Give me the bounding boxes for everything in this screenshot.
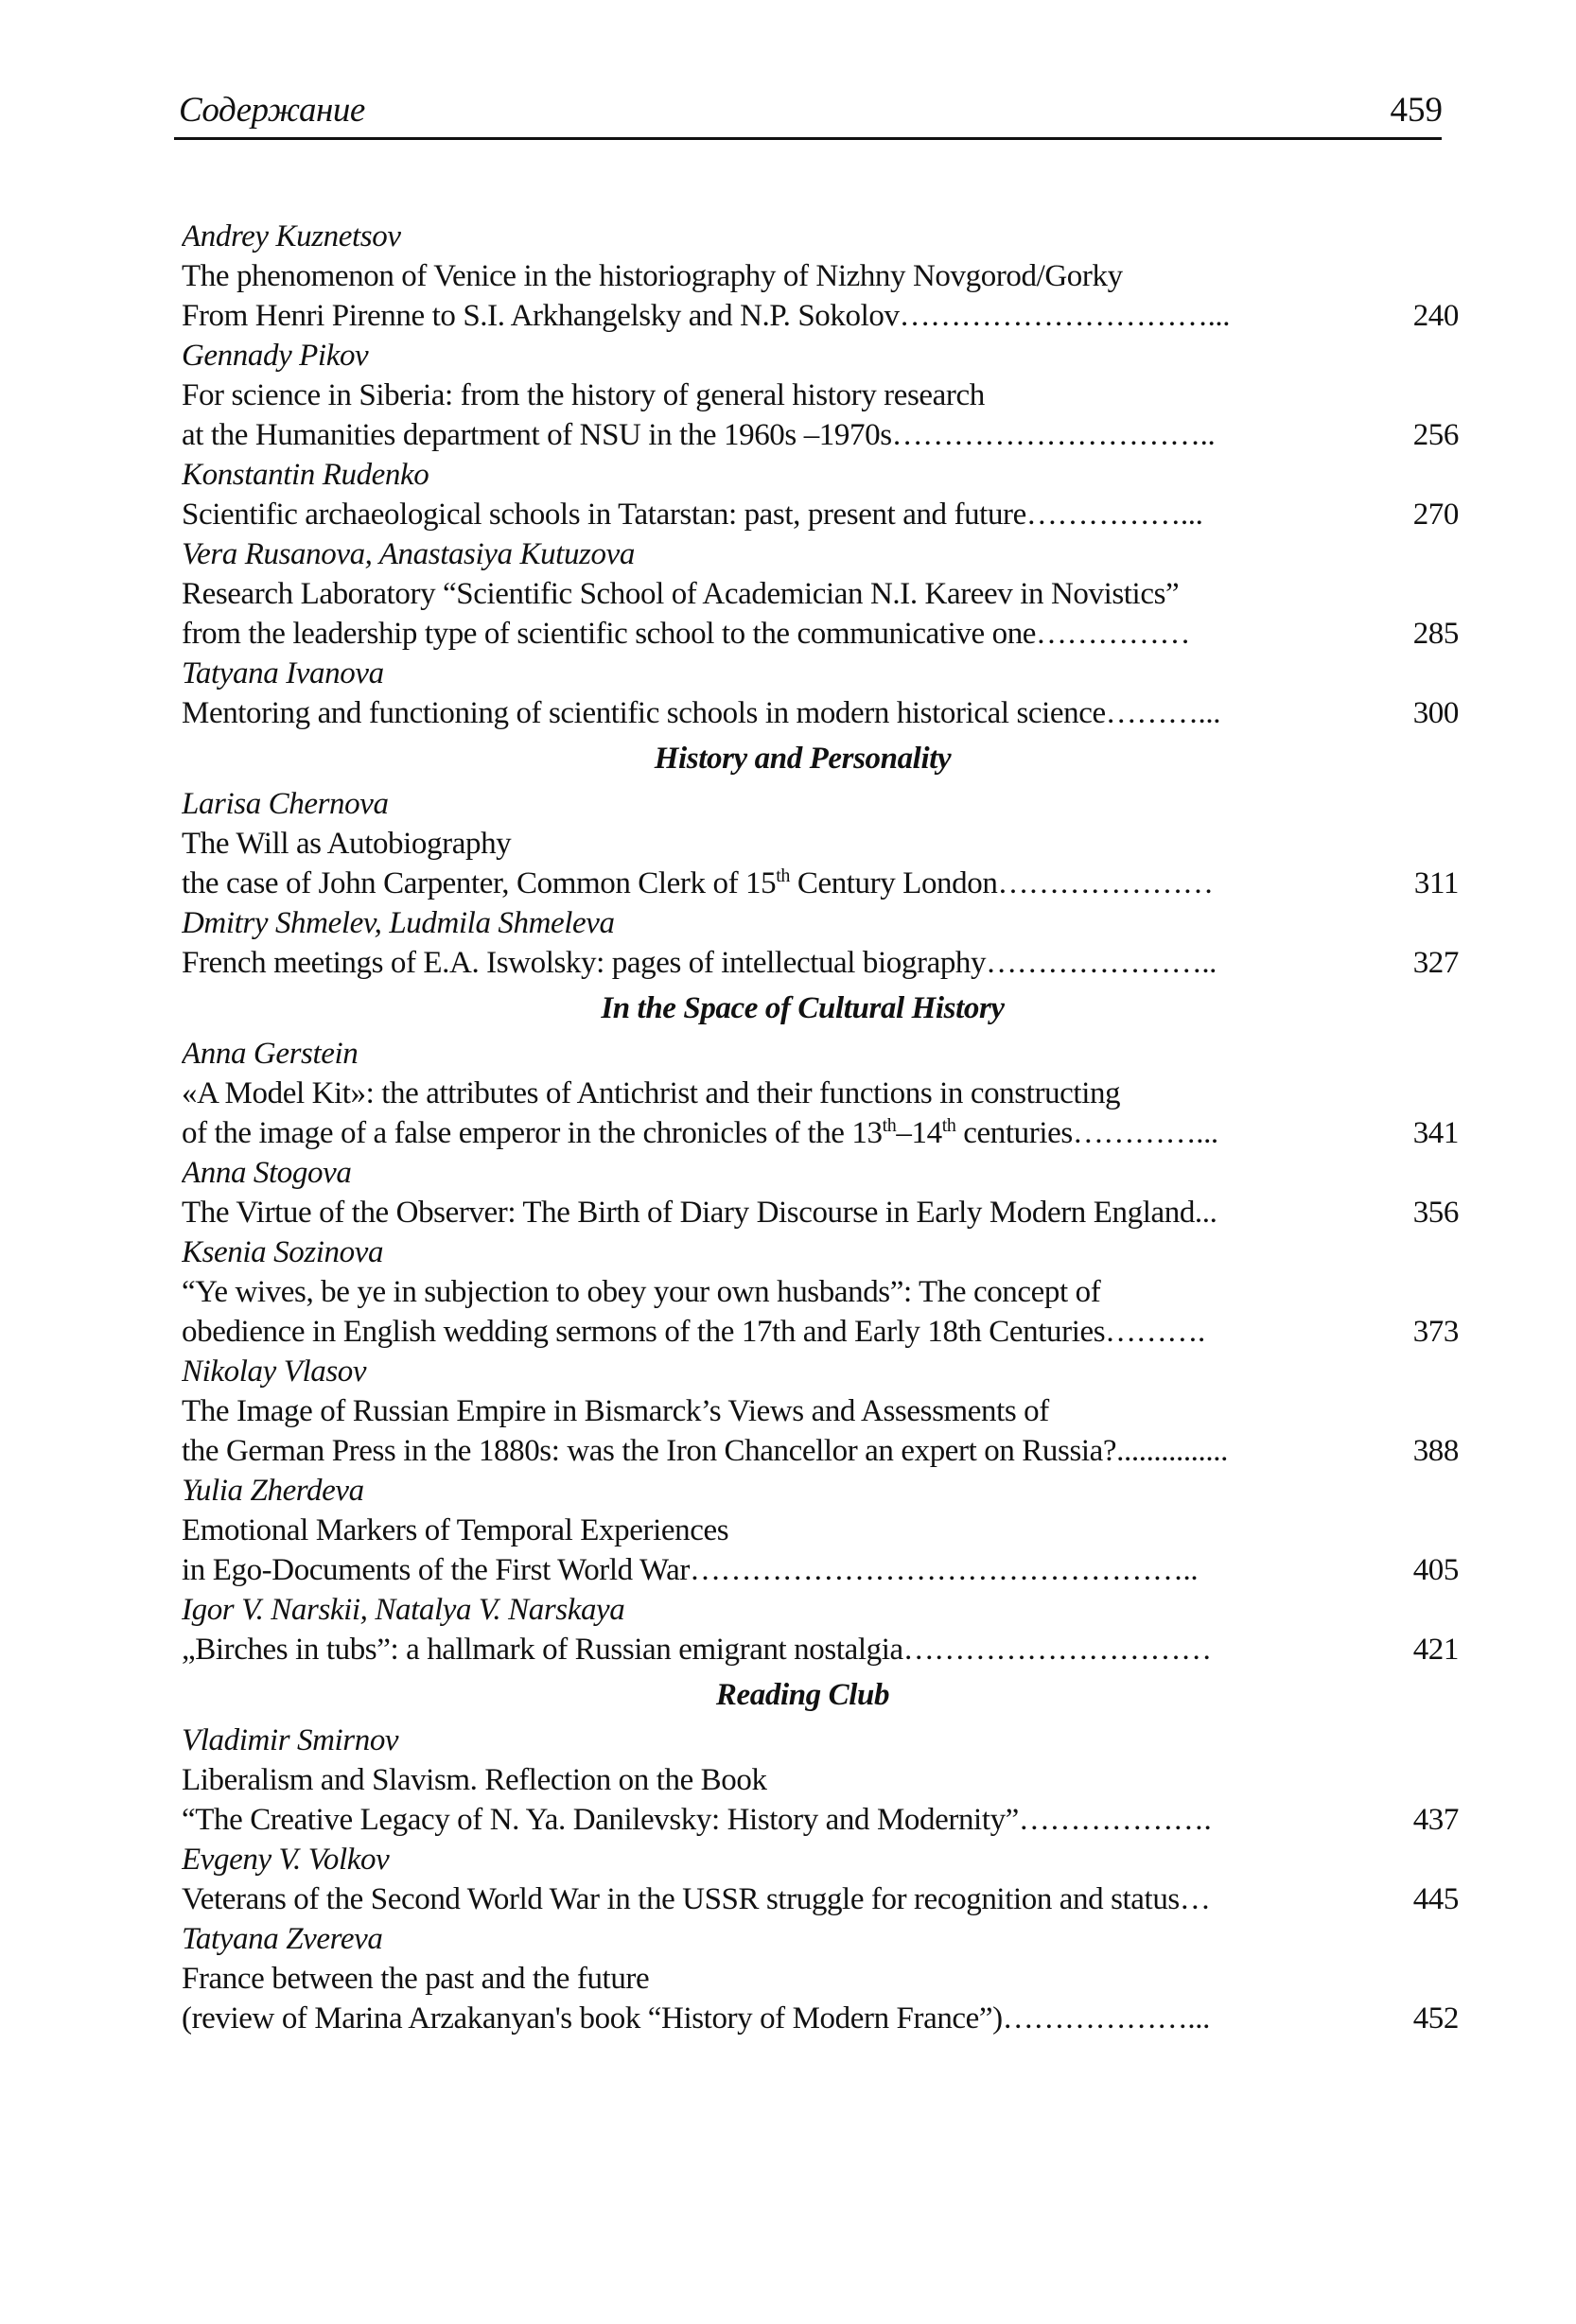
toc-page-number: 285	[1412, 617, 1459, 651]
author-text: Andrey Kuznetsov	[182, 219, 401, 253]
title-text: The Virtue of the Observer: The Birth of Diary Discourse in Early Modern England...	[182, 1196, 1217, 1230]
toc-author	[182, 1840, 1459, 1879]
text-segment: of the image of a false emperor in the chronicles of the 13	[182, 1116, 883, 1150]
toc-page-number: 356	[1412, 1196, 1459, 1230]
superscript: th	[882, 1115, 897, 1136]
toc-entry-title	[182, 824, 1459, 864]
author-text: Tatyana Zvereva	[182, 1922, 383, 1956]
toc-page-number: 256	[1412, 418, 1459, 452]
toc-entry-title	[182, 415, 1459, 455]
title-text	[182, 1113, 1343, 1153]
toc-author	[182, 534, 1459, 574]
title-text: at the Humanities department of NSU in the 1960s –1970s…………………………..	[182, 418, 1216, 452]
toc-author	[182, 654, 1459, 693]
toc-entry-title	[182, 1312, 1459, 1352]
title-text: in Ego-Documents of the First World War…………………………………………..	[182, 1553, 1199, 1587]
toc-author	[182, 1232, 1459, 1272]
toc-entry-title	[182, 1800, 1459, 1840]
toc-entry-title	[182, 296, 1459, 336]
text-segment: the case of John Carpenter, Common Clerk of 15	[182, 866, 777, 900]
toc-author	[182, 1471, 1459, 1511]
toc-page-number: 388	[1412, 1434, 1459, 1468]
title-text: „Birches in tubs”: a hallmark of Russian emigrant nostalgia…………………………	[182, 1633, 1212, 1667]
title-text: French meetings of E.A. Iswolsky: pages of intellectual biography…………………..	[182, 946, 1217, 980]
toc-entry-title	[182, 1550, 1459, 1590]
author-text: Vera Rusanova, Anastasiya Kutuzova	[182, 537, 635, 571]
toc-entry-title	[182, 1391, 1459, 1431]
author-text: Igor V. Narskii, Natalya V. Narskaya	[182, 1593, 625, 1627]
text-segment: Century London…………………	[789, 866, 1214, 900]
toc-author	[182, 1721, 1459, 1760]
title-text: The Will as Autobiography	[182, 827, 512, 861]
toc-author	[182, 1352, 1459, 1391]
title-text: Liberalism and Slavism. Reflection on the Book	[182, 1763, 767, 1797]
author-text: Ksenia Sozinova	[182, 1235, 384, 1269]
author-text: Dmitry Shmelev, Ludmila Shmeleva	[182, 906, 615, 940]
toc-entry-title	[182, 1999, 1459, 2038]
header-rule	[174, 137, 1442, 140]
toc-entry-title	[182, 1760, 1459, 1800]
toc-author	[182, 784, 1459, 824]
toc-entry-title	[182, 495, 1459, 534]
toc-entry-title	[182, 943, 1459, 983]
toc-author	[182, 1034, 1459, 1074]
toc-page-number: 405	[1412, 1553, 1459, 1587]
author-text: Evgeny V. Volkov	[182, 1843, 390, 1877]
toc-page-number: 300	[1412, 696, 1459, 730]
toc-entry-title	[182, 1431, 1459, 1471]
toc-page-number: 445	[1412, 1882, 1459, 1916]
heading-text: In the Space of Cultural History	[601, 991, 1005, 1025]
toc-entry-title	[182, 1113, 1459, 1153]
heading-text: Reading Club	[715, 1678, 890, 1712]
toc-author	[182, 903, 1459, 943]
superscript: th	[941, 1115, 956, 1136]
toc-entry-title	[182, 1074, 1459, 1113]
title-text: For science in Siberia: from the history of general history research	[182, 378, 985, 412]
toc-author	[182, 1153, 1459, 1193]
toc-page-number: 341	[1412, 1116, 1459, 1150]
running-title: Содержание	[179, 91, 365, 130]
author-text: Gennady Pikov	[182, 339, 369, 373]
toc-author	[182, 1590, 1459, 1630]
title-text: obedience in English wedding sermons of the 17th and Early 18th Centuries……….	[182, 1315, 1205, 1349]
toc-entry-title	[182, 1511, 1459, 1550]
toc-page-number: 452	[1412, 2001, 1459, 2036]
title-text: «A Model Kit»: the attributes of Antichrist and their functions in constructing	[182, 1076, 1121, 1110]
toc-page-number: 270	[1412, 498, 1459, 532]
title-text: from the leadership type of scientific school to the communicative one……………	[182, 617, 1191, 651]
title-text: Veterans of the Second World War in the USSR struggle for recognition and status…	[182, 1882, 1211, 1916]
author-text: Anna Gerstein	[182, 1037, 359, 1071]
author-text: Konstantin Rudenko	[182, 458, 429, 492]
author-text: Yulia Zherdeva	[182, 1474, 364, 1508]
toc-page-number: 327	[1412, 946, 1459, 980]
section-heading	[182, 1669, 1459, 1721]
title-text: From Henri Pirenne to S.I. Arkhangelsky and N.P. Sokolov…………………………...	[182, 299, 1231, 333]
text-segment: centuries…………...	[955, 1116, 1218, 1150]
author-text: Nikolay Vlasov	[182, 1354, 367, 1389]
toc-entry-title	[182, 256, 1459, 296]
toc-page-number: 437	[1412, 1803, 1459, 1837]
toc-page-number: 240	[1412, 299, 1459, 333]
title-text: Emotional Markers of Temporal Experiences	[182, 1513, 729, 1547]
toc-entry-title	[182, 1959, 1459, 1999]
toc-page-number: 373	[1412, 1315, 1459, 1349]
title-text: “The Creative Legacy of N. Ya. Danilevsky: History and Modernity”……………….	[182, 1803, 1212, 1837]
title-text: “Ye wives, be ye in subjection to obey your own husbands”: The concept of	[182, 1275, 1101, 1309]
author-text: Tatyana Ivanova	[182, 656, 384, 690]
toc-author	[182, 217, 1459, 256]
toc-entry-title	[182, 1272, 1459, 1312]
author-text: Anna Stogova	[182, 1156, 352, 1190]
running-header	[177, 87, 1443, 134]
table-of-contents	[182, 217, 1459, 2038]
title-text: The Image of Russian Empire in Bismarck’s Views and Assessments of	[182, 1394, 1049, 1428]
section-heading	[182, 733, 1459, 784]
title-text: Scientific archaeological schools in Tatarstan: past, present and future……………...	[182, 498, 1203, 532]
page-number: 459	[1390, 91, 1443, 130]
title-text: (review of Marina Arzakanyan's book “History of Modern France”)………………...	[182, 2001, 1210, 2036]
author-text: Larisa Chernova	[182, 787, 389, 821]
toc-page-number: 421	[1412, 1633, 1459, 1667]
author-text: Vladimir Smirnov	[182, 1723, 399, 1757]
toc-entry-title	[182, 614, 1459, 654]
title-text: Mentoring and functioning of scientific schools in modern historical science………...	[182, 696, 1221, 730]
title-text: Research Laboratory “Scientific School of Academician N.I. Kareev in Novistics”	[182, 577, 1180, 611]
text-segment: –14	[896, 1116, 942, 1150]
toc-author	[182, 455, 1459, 495]
toc-page-number: 311	[1413, 866, 1459, 900]
toc-entry-title	[182, 574, 1459, 614]
toc-entry-title	[182, 376, 1459, 415]
heading-text: History and Personality	[654, 742, 952, 776]
toc-author	[182, 336, 1459, 376]
superscript: th	[776, 865, 790, 886]
title-text	[182, 864, 1343, 903]
title-text: The phenomenon of Venice in the historiography of Nizhny Novgorod/Gorky	[182, 259, 1123, 293]
toc-author	[182, 1919, 1459, 1959]
toc-entry-title	[182, 1630, 1459, 1669]
title-text: France between the past and the future	[182, 1962, 650, 1996]
toc-entry-title	[182, 693, 1459, 733]
toc-entry-title	[182, 1879, 1459, 1919]
toc-entry-title	[182, 864, 1459, 903]
title-text: the German Press in the 1880s: was the Iron Chancellor an expert on Russia?...............	[182, 1434, 1228, 1468]
section-heading	[182, 983, 1459, 1034]
toc-entry-title	[182, 1193, 1459, 1232]
